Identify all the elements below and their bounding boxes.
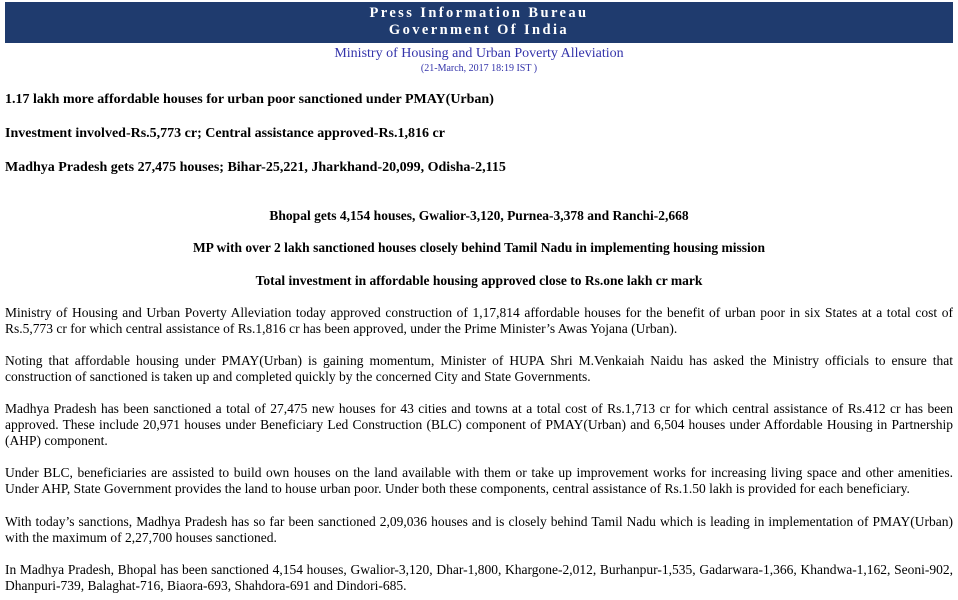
body-paragraph-2: Noting that affordable housing under PMAY(Urban) is gaining momentum, Minister of HUPA Shri M.Venkaiah Naidu has asked the Ministry officials to ensure that construction of sanctioned is taken up and completed quickly by the concerned City and State Governments. — [5, 353, 953, 384]
pib-header-banner — [5, 2, 953, 43]
ministry-name: Ministry of Housing and Urban Poverty Alleviation — [334, 46, 624, 61]
subhead-1: Bhopal gets 4,154 houses, Gwalior-3,120, Purnea-3,378 and Ranchi-2,668 — [269, 208, 689, 223]
subhead-2: MP with over 2 lakh sanctioned houses closely behind Tamil Nadu in implementing housing mission — [192, 240, 766, 255]
subhead-3: Total investment in affordable housing approved close to Rs.one lakh cr mark — [255, 273, 703, 288]
release-dateline: (21-March, 2017 18:19 IST ) — [420, 63, 538, 74]
body-paragraph-1: Ministry of Housing and Urban Poverty Alleviation today approved construction of 1,17,814 affordable houses for the benefit of urban poor in six States at a total cost of Rs.5,773 cr for which central assistance of Rs.1,816 cr has been approved, under the Prime Minister’s Awas Yojana (Urban). — [5, 305, 953, 336]
headline-3: Madhya Pradesh gets 27,475 houses; Bihar-25,221, Jharkhand-20,099, Odisha-2,115 — [5, 160, 506, 175]
headline-2: Investment involved-Rs.5,773 cr; Central assistance approved-Rs.1,816 cr — [5, 126, 445, 141]
header-subtitle: Government Of India — [388, 22, 570, 38]
body-paragraph-4: Under BLC, beneficiaries are assisted to build own houses on the land available with them or take up improvement works for increasing living space and other amenities. Under AHP, State Government provides the land to house urban poor. Under both these components, central assistance of Rs.1.50 lakh is provided for each beneficiary. — [5, 465, 953, 496]
header-title: Press Information Bureau — [369, 5, 589, 21]
body-paragraph-3: Madhya Pradesh has been sanctioned a total of 27,475 new houses for 43 cities and towns at a total cost of Rs.1,713 cr for which central assistance of Rs.412 cr has been approved. These include 20,971 houses under Beneficiary Led Construction (BLC) component of PMAY(Urban) and 6,504 houses under Affordable Housing in Partnership (AHP) component. — [5, 401, 953, 448]
headline-1: 1.17 lakh more affordable houses for urban poor sanctioned under PMAY(Urban) — [5, 92, 494, 107]
body-paragraph-6: In Madhya Pradesh, Bhopal has been sanctioned 4,154 houses, Gwalior-3,120, Dhar-1,800, Khargone-2,012, Burhanpur-1,535, Gadarwara-1,366, Khandwa-1,162, Seoni-902, Dhanpuri-739, Balaghat-716, Biaora-693, Shahdora-691 and Dindori-685. — [5, 562, 953, 593]
body-paragraph-5: With today’s sanctions, Madhya Pradesh has so far been sanctioned 2,09,036 houses and is closely behind Tamil Nadu which is leading in implementation of PMAY(Urban) with the maximum of 2,27,700 houses sanctioned. — [5, 514, 953, 545]
